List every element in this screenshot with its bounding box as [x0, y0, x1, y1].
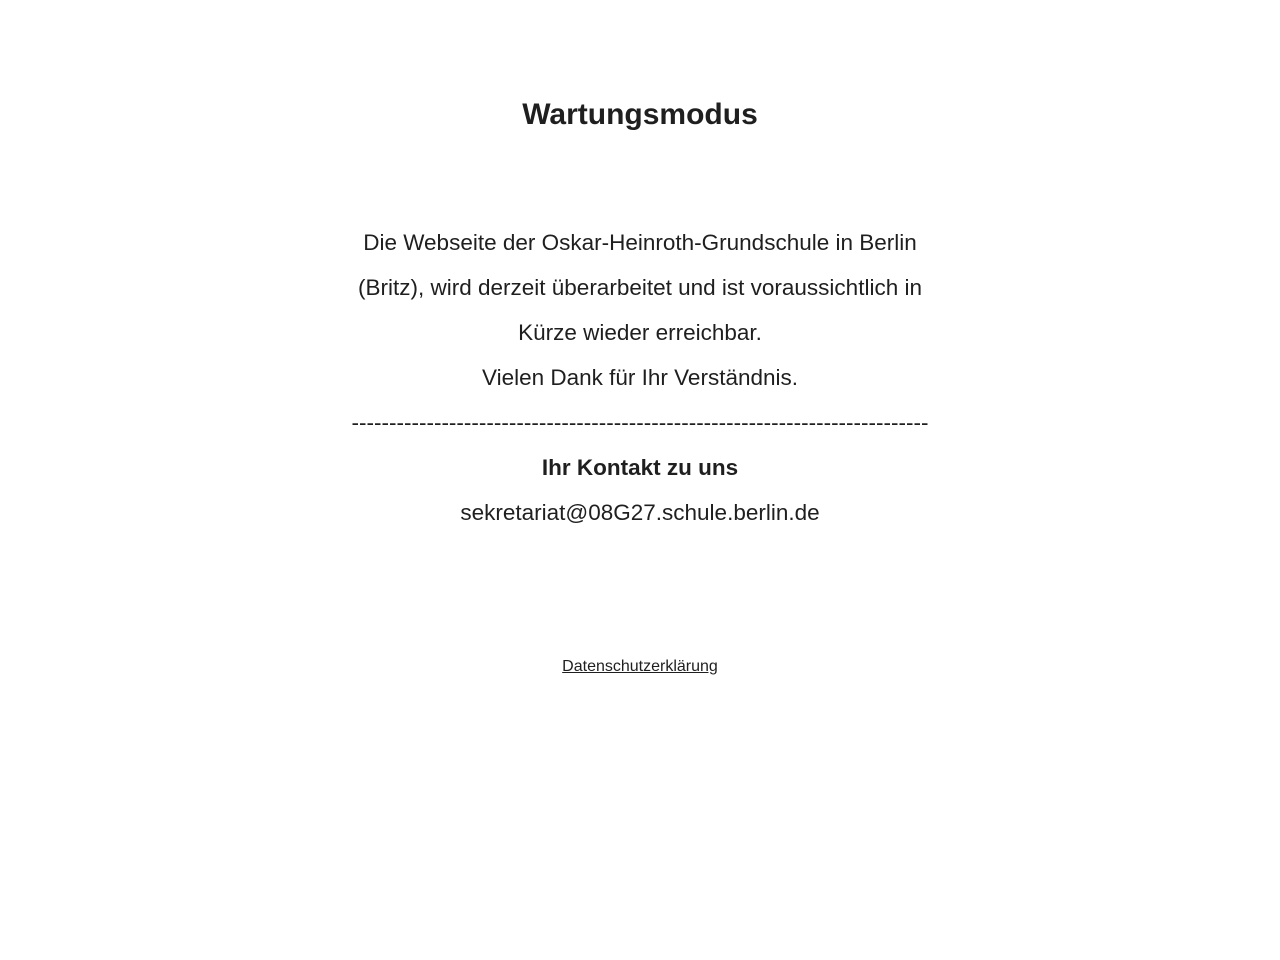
divider-line: -----------------------------------------------------------------------------: [351, 410, 929, 435]
privacy-policy-link[interactable]: Datenschutzerklärung: [562, 658, 718, 675]
page-title: Wartungsmodus: [522, 98, 758, 131]
footer: [0, 656, 1280, 678]
thanks-text: Vielen Dank für Ihr Verständnis.: [481, 365, 798, 390]
contact-heading: Ihr Kontakt zu uns: [541, 455, 739, 480]
contact-email: sekretariat@08G27.schule.berlin.de: [460, 500, 820, 525]
maintenance-text: Die Webseite der Oskar-Heinroth-Grundschule in Berlin (Britz), wird derzeit überarbeitet und ist voraussichtlich in Kürze wieder erreichbar.: [358, 230, 922, 345]
maintenance-message: [330, 220, 950, 535]
